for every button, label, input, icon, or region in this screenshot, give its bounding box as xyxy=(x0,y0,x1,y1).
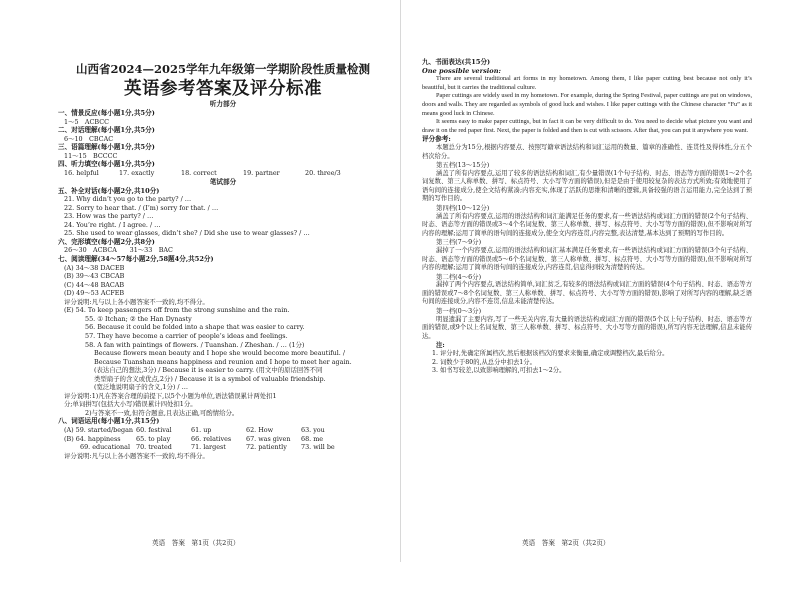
section-2-heading: 二、对话理解(每小题1分,共5分) xyxy=(58,126,155,135)
note-item: 3. 如书写较差,以致影响理解的,可扣去1～2分。 xyxy=(432,367,566,375)
answer-item: 68. me xyxy=(301,434,324,443)
level-name: 第三档(7～9分) xyxy=(436,238,482,247)
answer-line: 56. Because it could be folded into a shape that was easier to carry. xyxy=(85,323,305,332)
answer-item: 69. educational xyxy=(80,443,131,452)
answer-item: 70. treated xyxy=(136,443,172,452)
answer-line: Because Tuanshan means happiness and reunion and I hope to meet her again. xyxy=(94,357,352,366)
answer-item: (A) 59. started/began xyxy=(64,426,134,435)
section-8-row-a xyxy=(58,426,388,435)
answer-line: (E) 54. To keep passengers off from the strong sunshine and the rain. xyxy=(64,306,290,315)
level-text: 漏掉了两个内容要点,语法结构简单,词汇贫乏,有较多的语法结构或词汇方面的错误(4个句子结构、时态、语态等方面的错误或7～8个名词复数、第三人称单数、拼写、标点符号、大小写等方面的错误),影响了对所写内容的理解,缺乏语句间的连接成分,内容不连贯,信息未能清楚传达。 xyxy=(422,281,752,306)
section-9-heading: 九、书面表达(共15分) xyxy=(422,58,491,66)
section-4-heading: 四、听力填空(每小题1分,共5分) xyxy=(58,160,155,169)
scoring-note: 评分说明:凡与以上各小题答案不一致的,均不得分。 xyxy=(64,451,209,460)
answer-line: (宽泛地说明扇子的含义,1分) / … xyxy=(94,383,188,392)
answer-line: Because flowers mean beauty and I hope she would become more beautiful. / xyxy=(94,349,345,358)
section-1-heading: 一、情景反应(每小题1分,共5分) xyxy=(58,109,155,117)
answer-item: 60. festival xyxy=(136,426,172,435)
section-7-heading: 七、阅读理解(34～57每小题2分,58题4分,共52分) xyxy=(58,255,214,264)
section-6-answers: 26～30 ACBCA 31～33 BAC xyxy=(64,246,173,255)
answer-item: 66. relatives xyxy=(191,434,232,443)
answer-line: (B) 39～43 CBCAB xyxy=(64,272,125,281)
answer-item: 71. largest xyxy=(191,443,226,452)
answer-item: 67. was given xyxy=(246,434,291,443)
answer-line: 58. A fan with paintings of flowers. / Tuanshan. / Zheshan. / … (1分) xyxy=(85,340,305,349)
scoring-note: 评分说明:凡与以上各小题答案不一致的,均不得分。 xyxy=(64,297,209,306)
section-3-answers: 11～15 BCCCC xyxy=(64,151,118,160)
page-divider xyxy=(400,0,401,562)
answer-line: 23. How was the party? / … xyxy=(64,212,154,221)
level-text: 漏掉了一个内容要点,运用的语法结构和词汇基本满足任务要求,有一些语法结构或词汇方面的错误(3个句子结构、时态、语态等方面的错误或5～6个名词复数、第三人称单数、拼写、标点符号、大小写等方面的错误),但不影响对所写内容的理解;运用了简单的语句间的连接成分,内容连贯,信息得到较为清楚的传达。 xyxy=(422,246,752,272)
answer-line: (A) 34～38 DACEB xyxy=(64,263,125,272)
answer-item: 17. exactly xyxy=(119,169,155,178)
section-4-answers xyxy=(58,169,388,178)
answer-line: 57. They have become a carrier of people’s ideas and feelings. xyxy=(85,332,288,340)
answer-line: 24. You’re right. / I agree. / … xyxy=(64,220,161,229)
level-name: 第五档(13～15分) xyxy=(436,161,490,170)
written-label: 笔试部分 xyxy=(209,177,237,186)
answer-item: 62. How xyxy=(246,426,274,435)
answer-line: (C) 44～48 BACAB xyxy=(64,280,125,289)
level-name: 第四档(10～12分) xyxy=(436,204,490,213)
section-8-row-b xyxy=(58,435,388,444)
level-text: 明显遗漏了主要内容,写了一些无关内容,有大量的语法结构或词汇方面的错误(5个以上句子结构、时态、语态等方面的错误,或9个以上名词复数、第三人称单数、拼写、标点符号、大小写等方面的错误),所写内容无法理解,信息未能传达。 xyxy=(422,315,752,340)
grading-intro: 本题总分为15分,根据内容要点、按照写籍章语法结构和词汇运用的数量、篇章的准确性、连贯性及得体性,分五个档次给分。 xyxy=(422,143,752,160)
answer-item: 18. correct xyxy=(181,169,217,178)
note-item: 1. 评分时,先确定所属档次,然后根据该档次的要求来衡量,确定或调整档次,最后给分。 xyxy=(432,349,669,357)
section-1-answers: 1～5 ACBCC xyxy=(64,117,110,126)
left-footer: 英语 答案 第1页（共2页） xyxy=(152,539,240,547)
essay-paragraph: There are several traditional art forms in my hometown. Among them, I like paper cutting best because not only it’s beautiful, but it carries the traditional culture. xyxy=(422,75,752,91)
essay-paragraph: It seems easy to make paper cuttings, but in fact it can be very difficult to do. You need to decide what picture you want and draw it on the red paper first. Next, the paper is folded and then is cut with scissors. After that, you can put it anywhere you want. xyxy=(422,118,752,134)
right-page xyxy=(422,58,752,598)
exam-title: 山西省2024—2025学年九年级第一学期阶段性质量检测 xyxy=(75,62,370,76)
level-name: 第一档(0～3分) xyxy=(436,307,482,316)
section-6-heading: 六、完形填空(每小题2分,共8分) xyxy=(58,237,155,246)
answer-line: 22. Sorry to hear that. / (I’m) sorry for that. / … xyxy=(64,203,219,212)
answer-item: 19. partner xyxy=(243,169,280,178)
section-8-heading: 八、词语运用(每小题1分,共15分) xyxy=(58,417,160,426)
answer-line: 55. ① Itchan; ② the Han Dynasty xyxy=(85,314,192,323)
level-text: 涵盖了所有内容要点,运用的语法结构和词汇能满足任务的要求,有一些语法结构或词汇方面的错误(2个句子结构、时态、语态等方面的错误或3～4个名词复数、第三人称单数、拼写、标点符号、大小写等方面的错误),但不影响对所写内容的理解;运用了简单的语句间的连接成分,使全文内容连贯,内容完整,表达清楚,基本达到了预期的写作目的。 xyxy=(422,212,752,237)
answer-item: 72. patiently xyxy=(246,443,287,452)
section-3-heading: 三、语篇理解(每小题1分,共5分) xyxy=(58,143,155,152)
answer-line: 类型扇子的含义或优点,2分) / Because it is a symbol of valuable friendship. xyxy=(94,374,326,383)
scoring-note: 分;单词拼写(包括大小写)错误累计四处扣1分。 xyxy=(64,400,197,409)
left-page xyxy=(58,62,388,602)
notes-heading: 注: xyxy=(436,341,445,350)
level-name: 第二档(4～6分) xyxy=(436,272,482,281)
answer-line: (表达自己的想法,3分) / Because it is easier to carry. (用文中的原话回答不同 xyxy=(94,366,323,375)
scoring-note: 2)与答案不一致,但符合题意,且表达正确,可酌情给分。 xyxy=(85,408,239,417)
essay-paragraph: Paper cuttings are widely used in my hometown. For example, during the Spring Festival, paper cuttings are put on windows, doors and walls. They are regarded as symbols of good luck and wishes. I like paper cuttings with the Chinese character “Fu” as it means good luck in Chinese. xyxy=(422,92,752,117)
answer-item: 63. you xyxy=(301,426,325,435)
answer-item: 16. helpful xyxy=(64,169,99,178)
answer-line: 21. Why didn’t you go to the party? / … xyxy=(64,195,192,204)
grading-heading: 评分参考: xyxy=(422,135,451,144)
right-footer: 英语 答案 第2页（共2页） xyxy=(522,539,610,547)
answer-key-title: 英语参考答案及评分标准 xyxy=(124,79,322,99)
answer-line: 25. She used to wear glasses, didn’t she? / Did she use to wear glasses? / … xyxy=(64,229,310,238)
note-item: 2. 词数少于80的,从总分中扣去1分。 xyxy=(432,358,536,366)
answer-item: 65. to play xyxy=(136,434,171,443)
section-8-row-c xyxy=(58,443,388,452)
listening-label: 听力部分 xyxy=(209,100,237,108)
answer-item: (B) 64. happiness xyxy=(64,434,121,443)
answer-line: (D) 49～53 ACFEB xyxy=(64,289,125,298)
answer-item: 20. three/3 xyxy=(305,169,341,178)
section-5-heading: 五、补全对话(每小题2分,共10分) xyxy=(58,186,160,195)
section-2-answers: 6～10 CBCAC xyxy=(64,134,114,143)
answer-item: 61. up xyxy=(191,426,212,435)
level-text: 涵盖了所有内容要点,运用了较多的语法结构和词汇,有少量错误(1个句子结构、时态、语态等方面的错误1～2个名词复数、第三人称单数、拼写、标点符号、大小写等方面的错误),但是是由于使用较复杂的表达方式所致;有效地使用了语句间的连接成分,使全文结构紧凑;内容充实,体现了活跃的思维和清晰的逻辑,具备较强的语言运用能力,完全达到了预期的写作目的。 xyxy=(422,169,752,203)
answer-item: 73. will be xyxy=(301,443,335,452)
scoring-note: 评分说明:1)凡在答案合理的前提下,以5个小题为单位,语法错误累计两处扣1 xyxy=(64,391,277,400)
sample-label: One possible version: xyxy=(422,66,501,75)
